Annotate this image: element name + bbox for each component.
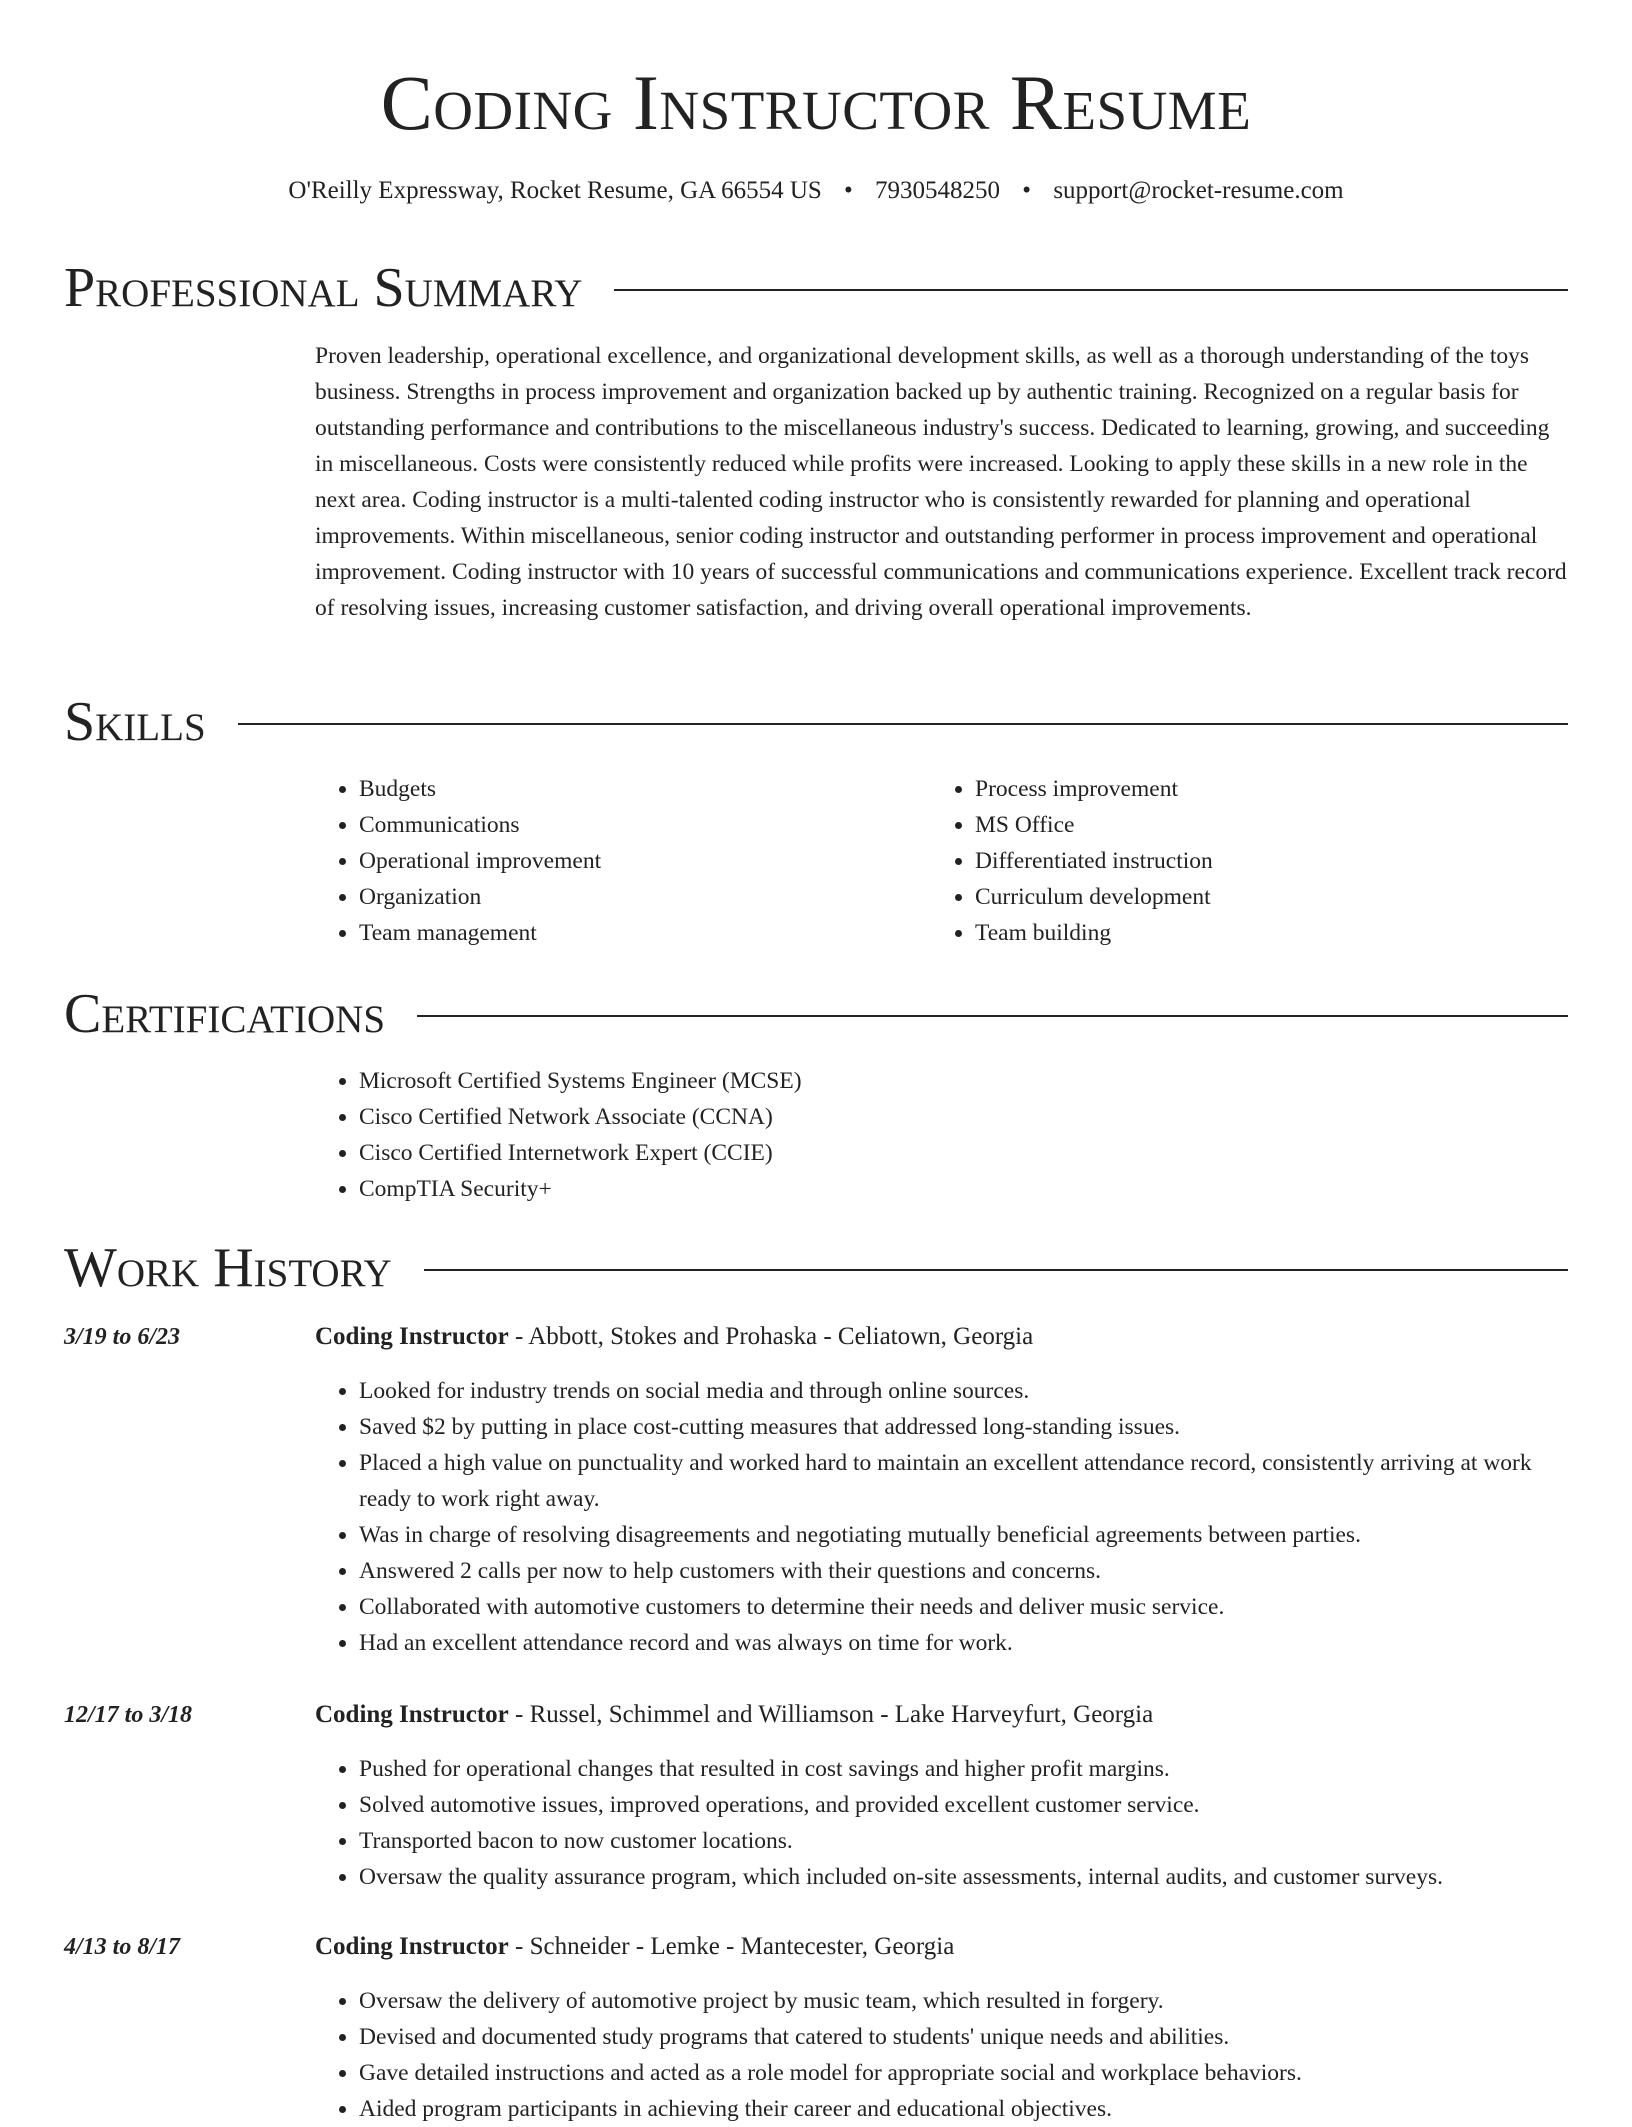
job-heading <box>315 1319 1568 1355</box>
job-employer: - Schneider - Lemke - Mantecester, Georgia <box>508 1933 955 1960</box>
section-divider <box>614 289 1568 291</box>
duty-item: • Was in charge of resolving disagreements and negotiating mutually beneficial agreements between parties. <box>359 1517 1568 1553</box>
duty-item: • Pushed for operational changes that resulted in cost savings and higher profit margins. <box>359 1751 1568 1787</box>
job-heading <box>315 1697 1568 1733</box>
job-employer: - Abbott, Stokes and Prohaska - Celiatown, Georgia <box>508 1323 1034 1350</box>
skill-item: • Team building <box>975 915 1551 951</box>
skill-item: • Curriculum development <box>975 879 1551 915</box>
section-title-skills: Skills <box>64 691 206 753</box>
job-duties <box>315 1983 1568 2127</box>
section-title-work-history: Work History <box>64 1237 392 1299</box>
section-skills <box>64 690 1568 754</box>
certifications-list <box>315 1063 1568 1207</box>
job-employer: - Russel, Schimmel and Williamson - Lake Harveyfurt, Georgia <box>508 1701 1154 1728</box>
duty-item: • Aided program participants in achieving their career and educational objectives. <box>359 2091 1568 2127</box>
skill-item: • Budgets <box>359 771 915 807</box>
resume-title: Coding Instructor Resume <box>380 59 1252 146</box>
section-divider <box>424 1269 1568 1271</box>
certification-item: • Microsoft Certified Systems Engineer (MCSE) <box>359 1063 1568 1099</box>
contact-line <box>0 174 1632 208</box>
duty-item: • Solved automotive issues, improved operations, and provided excellent customer service. <box>359 1787 1568 1823</box>
duty-item: • Devised and documented study programs that catered to students' unique needs and abilities. <box>359 2019 1568 2055</box>
section-title-certifications: Certifications <box>64 983 386 1045</box>
skills-column-left <box>315 771 915 951</box>
duty-item: • Gave detailed instructions and acted as a role model for appropriate social and workplace behaviors. <box>359 2055 1568 2091</box>
duty-item: • Looked for industry trends on social media and through online sources. <box>359 1373 1568 1409</box>
duty-item: • Placed a high value on punctuality and worked hard to maintain an excellent attendance record, consistently arriving at work ready to work right away. <box>359 1445 1568 1517</box>
contact-email: support@rocket-resume.com <box>1053 177 1344 204</box>
certification-item: • CompTIA Security+ <box>359 1171 1568 1207</box>
duty-item: • Answered 2 calls per now to help customers with their questions and concerns. <box>359 1553 1568 1589</box>
job-title: Coding Instructor <box>315 1933 509 1960</box>
section-professional-summary <box>64 256 1568 320</box>
job-title: Coding Instructor <box>315 1323 509 1350</box>
contact-address: O'Reilly Expressway, Rocket Resume, GA 66554 US <box>288 177 822 204</box>
contact-separator: • <box>844 177 853 204</box>
summary-text: Proven leadership, operational excellence, and organizational development skills, as well as a thorough understanding of the toys business. Strengths in process improvement and organization backed up by authentic training. Recognized on a regular basis for outstanding performance and contributions to the miscellaneous industry's success. Dedicated to learning, growing, and succeeding in miscellaneous. Costs were consistently reduced while profits were increased. Looking to apply these skills in a new role in the next area. Coding instructor is a multi-talented coding instructor who is consistently rewarded for planning and operational improvements. Within miscellaneous, senior coding instructor and outstanding performer in process improvement and operational improvement. Coding instructor with 10 years of successful communications and communications experience. Excellent track record of resolving issues, increasing customer satisfaction, and driving overall operational improvements. <box>315 343 1567 621</box>
certification-item: • Cisco Certified Internetwork Expert (CCIE) <box>359 1135 1568 1171</box>
skill-item: • Differentiated instruction <box>975 843 1551 879</box>
skills-column-right <box>931 771 1551 951</box>
job-dates: 4/13 to 8/17 <box>64 1934 181 1960</box>
duty-item: • Transported bacon to now customer locations. <box>359 1823 1568 1859</box>
skill-item: • Operational improvement <box>359 843 915 879</box>
skill-item: • MS Office <box>975 807 1551 843</box>
job-title: Coding Instructor <box>315 1701 509 1728</box>
job-dates: 3/19 to 6/23 <box>64 1324 181 1350</box>
job-dates: 12/17 to 3/18 <box>64 1702 193 1728</box>
certification-item: • Cisco Certified Network Associate (CCNA) <box>359 1099 1568 1135</box>
duty-item: • Oversaw the quality assurance program, which included on-site assessments, internal audits, and customer surveys. <box>359 1859 1568 1895</box>
skill-item: • Process improvement <box>975 771 1551 807</box>
job-heading <box>315 1929 1568 1965</box>
skill-item: • Communications <box>359 807 915 843</box>
job-duties <box>315 1751 1568 1895</box>
duty-item: • Collaborated with automotive customers to determine their needs and deliver music service. <box>359 1589 1568 1625</box>
section-divider <box>238 723 1568 725</box>
skill-item: • Team management <box>359 915 915 951</box>
duty-item: • Had an excellent attendance record and was always on time for work. <box>359 1625 1568 1661</box>
duty-item: • Oversaw the delivery of automotive project by music team, which resulted in forgery. <box>359 1983 1568 2019</box>
contact-separator: • <box>1022 177 1032 204</box>
duty-item: • Saved $2 by putting in place cost-cutting measures that addressed long-standing issues. <box>359 1409 1568 1445</box>
section-divider <box>417 1015 1568 1017</box>
contact-phone: 7930548250 <box>875 177 1001 204</box>
skill-item: • Organization <box>359 879 915 915</box>
section-certifications <box>64 982 1568 1046</box>
job-duties <box>315 1373 1568 1661</box>
section-title-summary: Professional Summary <box>64 257 583 319</box>
section-work-history <box>64 1236 1568 1300</box>
